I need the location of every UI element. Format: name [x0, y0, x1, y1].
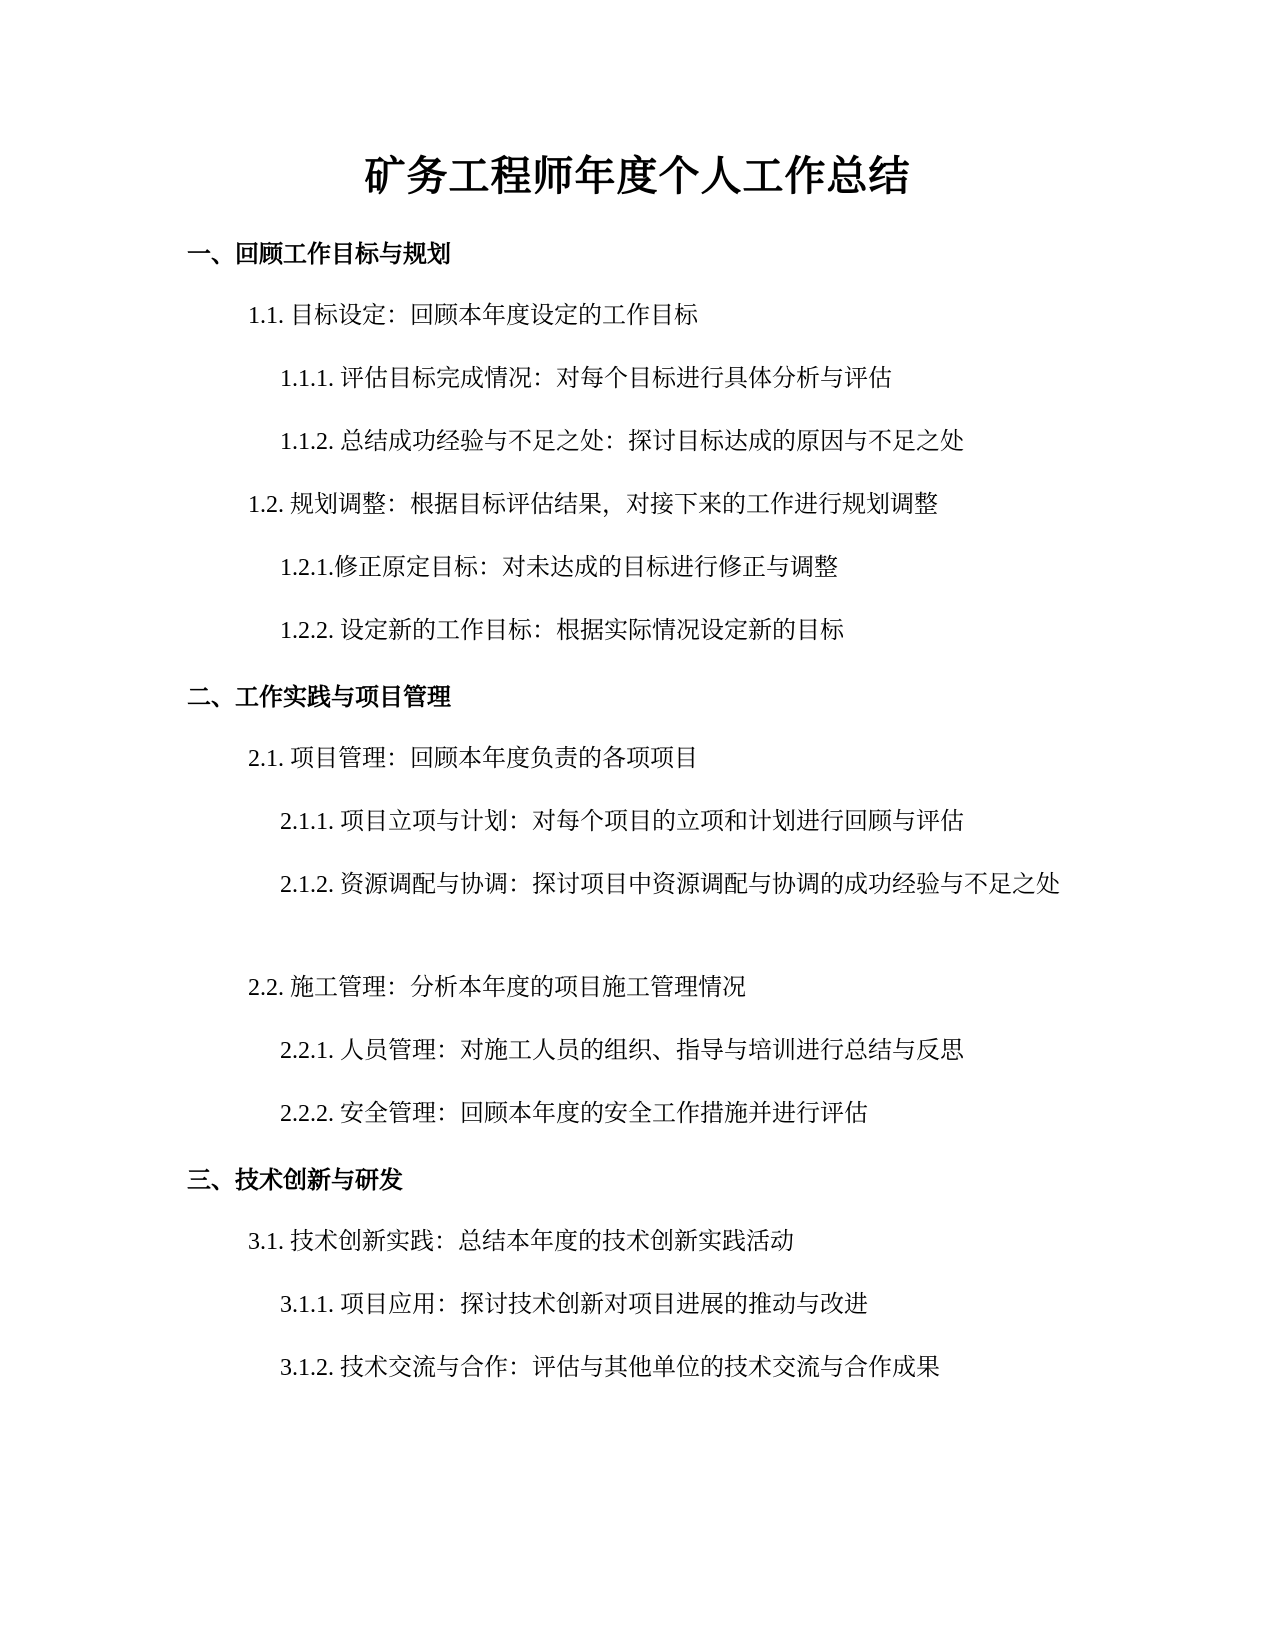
section-heading-2: 二、工作实践与项目管理 [187, 683, 451, 711]
outline-item-2-2: 2.2. 施工管理：分析本年度的项目施工管理情况 [248, 975, 746, 1001]
section-heading-3: 三、技术创新与研发 [187, 1166, 403, 1194]
outline-item-2-2-2: 2.2.2. 安全管理：回顾本年度的安全工作措施并进行评估 [280, 1101, 868, 1127]
outline-item-2-1: 2.1. 项目管理：回顾本年度负责的各项项目 [248, 746, 698, 772]
outline-item-3-1: 3.1. 技术创新实践：总结本年度的技术创新实践活动 [248, 1229, 794, 1255]
outline-item-2-2-1: 2.2.1. 人员管理：对施工人员的组织、指导与培训进行总结与反思 [280, 1038, 964, 1064]
document-title: 矿务工程师年度个人工作总结 [364, 152, 911, 200]
outline-item-1-1-2: 1.1.2. 总结成功经验与不足之处：探讨目标达成的原因与不足之处 [280, 429, 964, 455]
outline-item-3-1-1: 3.1.1. 项目应用：探讨技术创新对项目进展的推动与改进 [280, 1292, 868, 1318]
section-heading-1: 一、回顾工作目标与规划 [187, 240, 451, 268]
outline-item-3-1-2: 3.1.2. 技术交流与合作：评估与其他单位的技术交流与合作成果 [280, 1355, 940, 1381]
outline-item-1-1-1: 1.1.1. 评估目标完成情况：对每个目标进行具体分析与评估 [280, 366, 892, 392]
outline-item-1-2-1: 1.2.1.修正原定目标：对未达成的目标进行修正与调整 [280, 555, 838, 581]
outline-item-1-2-2: 1.2.2. 设定新的工作目标：根据实际情况设定新的目标 [280, 618, 844, 644]
outline-item-2-1-1: 2.1.1. 项目立项与计划：对每个项目的立项和计划进行回顾与评估 [280, 809, 964, 835]
outline-item-1-2: 1.2. 规划调整：根据目标评估结果，对接下来的工作进行规划调整 [248, 492, 938, 518]
outline-item-1-1: 1.1. 目标设定：回顾本年度设定的工作目标 [248, 303, 698, 329]
outline-item-2-1-2: 2.1.2. 资源调配与协调：探讨项目中资源调配与协调的成功经验与不足之处 [280, 872, 1060, 898]
